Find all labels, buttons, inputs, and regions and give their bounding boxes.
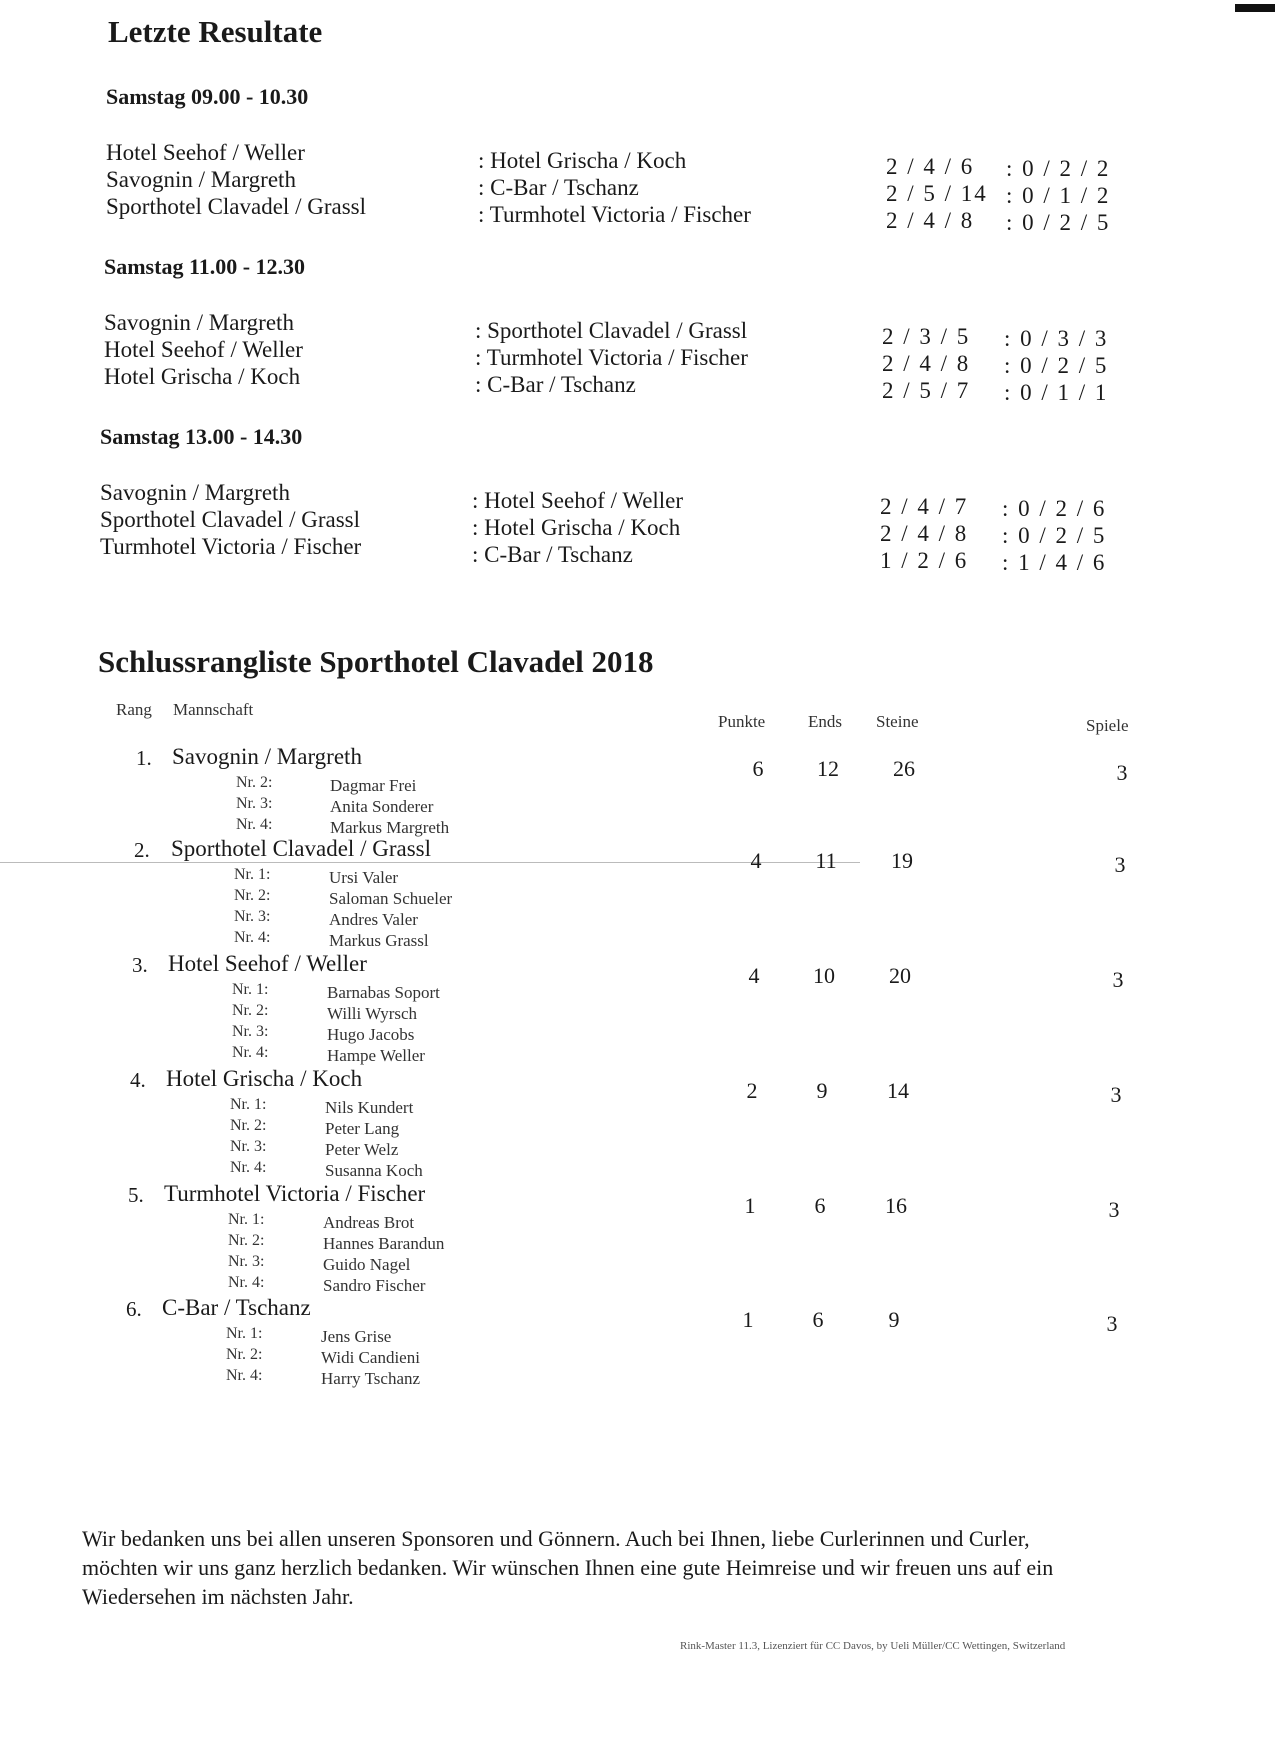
- player-number: Nr. 1:: [228, 1211, 265, 1228]
- stat-steine: 19: [891, 848, 913, 873]
- rank-number: 5.: [128, 1183, 144, 1207]
- player-name: Jens Grise: [321, 1327, 392, 1346]
- player-name: Markus Margreth: [330, 818, 450, 837]
- player-number: Nr. 2:: [228, 1232, 265, 1249]
- player-number: Nr. 3:: [228, 1253, 265, 1270]
- thanks-message: Wir bedanken uns bei allen unseren Sponsoren und Gönnern. Auch bei Ihnen, liebe Curlerinnen und Curler, möchten wir uns ganz herzlich bedanken. Wir wünschen Ihnen eine gute Heimreise und wir freuen uns auf ein Wiedersehen im nächsten Jahr.: [82, 1526, 1054, 1609]
- player-number: Nr. 4:: [226, 1367, 263, 1384]
- player-number: Nr. 4:: [236, 816, 273, 833]
- match-score-home: 2 / 4 / 8: [882, 351, 971, 376]
- match-home-team: Hotel Grischa / Koch: [104, 364, 301, 389]
- team-name: Savognin / Margreth: [172, 744, 362, 769]
- stat-spiele: 3: [1108, 1197, 1120, 1222]
- match-away-team: : Hotel Grischa / Koch: [478, 148, 687, 173]
- player-number: Nr. 2:: [234, 887, 271, 904]
- stat-punkte: 1: [742, 1307, 754, 1332]
- player-name: Dagmar Frei: [330, 776, 417, 795]
- team-name: Sporthotel Clavadel / Grassl: [171, 836, 431, 861]
- player-name: Nils Kundert: [325, 1098, 414, 1117]
- player-name: Sandro Fischer: [323, 1276, 426, 1295]
- stat-ends: 6: [814, 1193, 826, 1218]
- stat-punkte: 4: [750, 848, 762, 873]
- stat-ends: 12: [817, 756, 839, 781]
- match-away-team: : Hotel Seehof / Weller: [472, 488, 684, 513]
- match-score-home: 2 / 4 / 6: [886, 154, 975, 179]
- match-home-team: Sporthotel Clavadel / Grassl: [106, 194, 366, 219]
- match-score-home: 2 / 4 / 8: [886, 208, 975, 233]
- session-title: Samstag 13.00 - 14.30: [100, 424, 303, 449]
- stat-spiele: 3: [1116, 760, 1128, 785]
- software-footer: Rink-Master 11.3, Lizenziert für CC Davos, by Ueli Müller/CC Wettingen, Switzerland: [680, 1640, 1066, 1652]
- stat-spiele: 3: [1112, 967, 1124, 992]
- player-name: Saloman Schueler: [329, 889, 453, 908]
- player-number: Nr. 4:: [228, 1274, 265, 1291]
- match-score-away: : 0 / 1 / 1: [1004, 380, 1109, 405]
- match-score-away: : 1 / 4 / 6: [1002, 550, 1107, 575]
- standings-title: Schlussrangliste Sporthotel Clavadel 2018: [98, 644, 654, 679]
- header-spiele: Spiele: [1086, 716, 1129, 735]
- stat-punkte: 4: [748, 963, 760, 988]
- stat-spiele: 3: [1110, 1082, 1122, 1107]
- player-number: Nr. 2:: [230, 1117, 267, 1134]
- header-punkte: Punkte: [718, 712, 766, 731]
- match-score-away: : 0 / 2 / 5: [1004, 353, 1109, 378]
- match-away-team: : Sporthotel Clavadel / Grassl: [475, 318, 748, 343]
- player-number: Nr. 3:: [236, 795, 273, 812]
- match-home-team: Turmhotel Victoria / Fischer: [100, 534, 362, 559]
- player-number: Nr. 2:: [226, 1346, 263, 1363]
- match-away-team: : Turmhotel Victoria / Fischer: [478, 202, 751, 227]
- header-steine: Steine: [876, 712, 919, 731]
- match-score-home: 2 / 4 / 8: [880, 521, 969, 546]
- match-away-team: : Turmhotel Victoria / Fischer: [475, 345, 748, 370]
- player-name: Andreas Brot: [323, 1213, 415, 1232]
- rank-number: 2.: [134, 838, 150, 862]
- match-away-team: : C-Bar / Tschanz: [472, 542, 633, 567]
- match-score-home: 2 / 3 / 5: [882, 324, 971, 349]
- player-name: Anita Sonderer: [330, 797, 434, 816]
- stat-steine: 26: [893, 756, 915, 781]
- player-number: Nr. 2:: [232, 1002, 269, 1019]
- stat-steine: 9: [888, 1307, 900, 1332]
- page-title: Letzte Resultate: [108, 14, 323, 49]
- stat-punkte: 6: [752, 756, 764, 781]
- match-home-team: Hotel Seehof / Weller: [104, 337, 303, 362]
- match-home-team: Hotel Seehof / Weller: [106, 140, 305, 165]
- player-number: Nr. 1:: [226, 1325, 263, 1342]
- player-number: Nr. 3:: [230, 1138, 267, 1155]
- player-number: Nr. 3:: [234, 908, 271, 925]
- player-name: Widi Candieni: [321, 1348, 420, 1367]
- match-away-team: : Hotel Grischa / Koch: [472, 515, 681, 540]
- player-number: Nr. 4:: [234, 929, 271, 946]
- match-home-team: Savognin / Margreth: [106, 167, 296, 192]
- player-number: Nr. 1:: [234, 866, 271, 883]
- player-name: Peter Welz: [325, 1140, 399, 1159]
- player-name: Andres Valer: [329, 910, 418, 929]
- player-name: Guido Nagel: [323, 1255, 411, 1274]
- player-number: Nr. 1:: [232, 981, 269, 998]
- player-name: Hampe Weller: [327, 1046, 425, 1065]
- stat-ends: 6: [812, 1307, 824, 1332]
- stat-ends: 10: [813, 963, 835, 988]
- team-name: C-Bar / Tschanz: [162, 1295, 311, 1320]
- player-number: Nr. 2:: [236, 774, 273, 791]
- team-name: Turmhotel Victoria / Fischer: [164, 1181, 426, 1206]
- header-ends: Ends: [808, 712, 842, 731]
- match-score-away: : 0 / 2 / 2: [1006, 156, 1111, 181]
- stat-punkte: 2: [746, 1078, 758, 1103]
- rank-number: 1.: [136, 746, 152, 770]
- player-name: Barnabas Soport: [327, 983, 440, 1002]
- player-name: Hannes Barandun: [323, 1234, 445, 1253]
- stat-steine: 20: [889, 963, 911, 988]
- stat-punkte: 1: [744, 1193, 756, 1218]
- rank-number: 4.: [130, 1068, 146, 1092]
- stat-steine: 14: [887, 1078, 909, 1103]
- match-score-home: 2 / 4 / 7: [880, 494, 969, 519]
- header-team: Mannschaft: [173, 700, 254, 719]
- rank-number: 6.: [126, 1297, 142, 1321]
- player-number: Nr. 4:: [230, 1159, 267, 1176]
- team-name: Hotel Grischa / Koch: [166, 1066, 363, 1091]
- match-score-away: : 0 / 1 / 2: [1006, 183, 1111, 208]
- player-name: Ursi Valer: [329, 868, 399, 887]
- match-score-away: : 0 / 2 / 5: [1006, 210, 1111, 235]
- stat-steine: 16: [885, 1193, 907, 1218]
- match-score-away: : 0 / 2 / 6: [1002, 496, 1107, 521]
- player-name: Hugo Jacobs: [327, 1025, 415, 1044]
- rank-number: 3.: [132, 953, 148, 977]
- player-name: Willi Wyrsch: [327, 1004, 418, 1023]
- header-rang: Rang: [116, 700, 152, 719]
- scan-corner-mark: [1235, 4, 1275, 12]
- stat-spiele: 3: [1106, 1311, 1118, 1336]
- match-score-away: : 0 / 3 / 3: [1004, 326, 1109, 351]
- stat-ends: 9: [816, 1078, 828, 1103]
- team-name: Hotel Seehof / Weller: [168, 951, 367, 976]
- player-number: Nr. 4:: [232, 1044, 269, 1061]
- match-away-team: : C-Bar / Tschanz: [478, 175, 639, 200]
- stat-spiele: 3: [1114, 852, 1126, 877]
- match-score-home: 2 / 5 / 7: [882, 378, 971, 403]
- player-number: Nr. 1:: [230, 1096, 267, 1113]
- player-name: Markus Grassl: [329, 931, 429, 950]
- stat-ends: 11: [815, 848, 837, 873]
- match-score-home: 1 / 2 / 6: [880, 548, 969, 573]
- session-title: Samstag 11.00 - 12.30: [104, 254, 306, 279]
- match-home-team: Sporthotel Clavadel / Grassl: [100, 507, 360, 532]
- player-name: Susanna Koch: [325, 1161, 423, 1180]
- match-score-home: 2 / 5 / 14: [886, 181, 988, 206]
- match-away-team: : C-Bar / Tschanz: [475, 372, 636, 397]
- player-name: Peter Lang: [325, 1119, 400, 1138]
- player-name: Harry Tschanz: [321, 1369, 421, 1388]
- player-number: Nr. 3:: [232, 1023, 269, 1040]
- scan-fold-line: [0, 862, 860, 863]
- match-home-team: Savognin / Margreth: [100, 480, 290, 505]
- match-home-team: Savognin / Margreth: [104, 310, 294, 335]
- match-score-away: : 0 / 2 / 5: [1002, 523, 1107, 548]
- session-title: Samstag 09.00 - 10.30: [106, 84, 309, 109]
